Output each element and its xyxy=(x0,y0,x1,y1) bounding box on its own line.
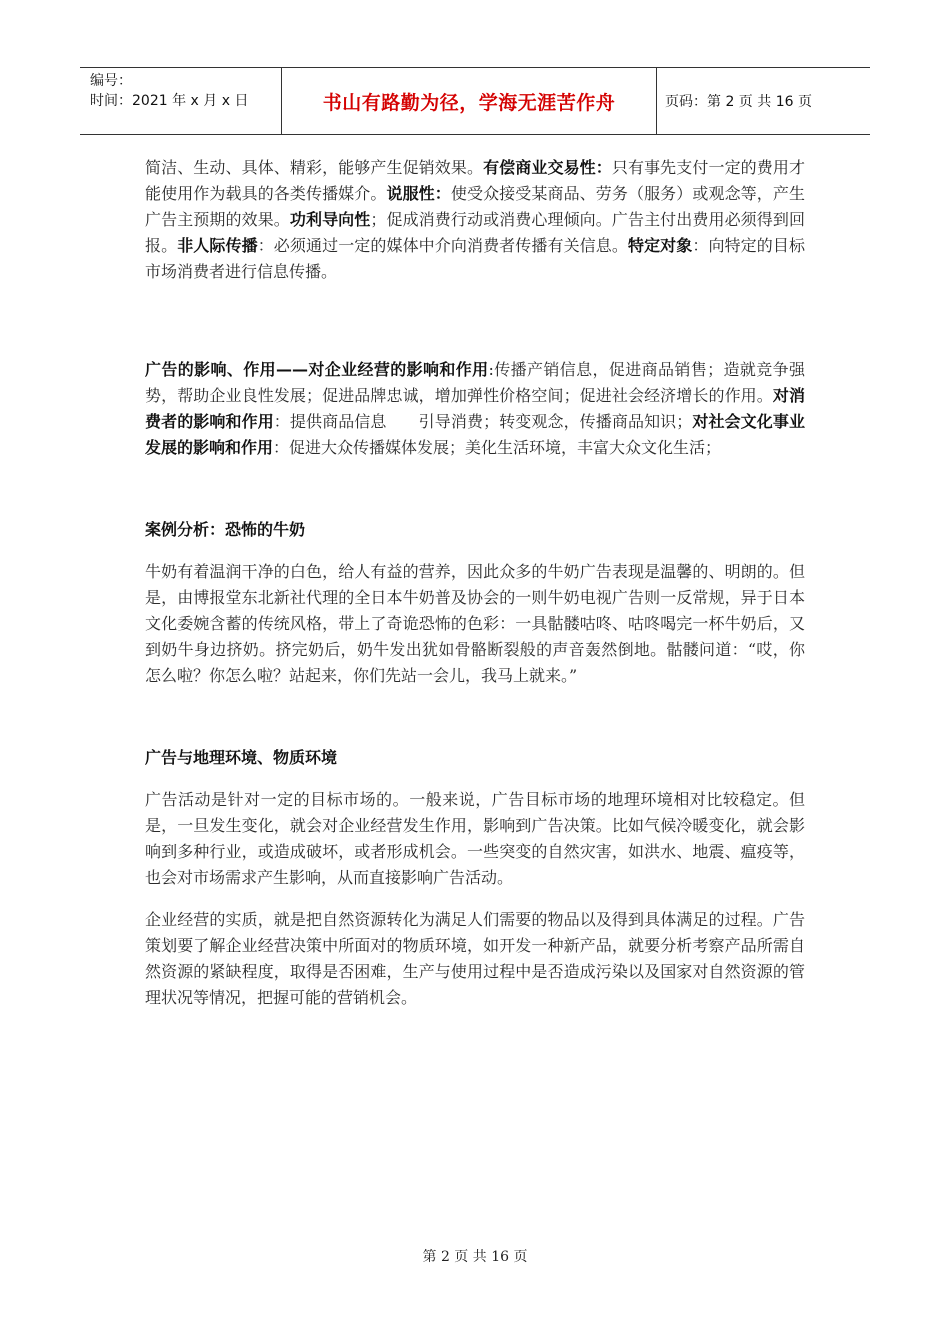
bold-term: 有偿商业交易性： xyxy=(483,158,612,177)
text-run: ：促进大众传播媒体发展；美化生活环境，丰富大众文化生活； xyxy=(273,438,722,457)
spacer xyxy=(145,891,805,907)
document-date: 时间：2021 年 x 月 x 日 xyxy=(90,93,249,109)
bold-term: 非人际传播 xyxy=(177,236,258,255)
page-header xyxy=(80,67,870,135)
section-heading-environment: 广告与地理环境、物质环境 xyxy=(145,748,338,767)
document-body xyxy=(145,155,805,1011)
text-run: ：向特定的目标市场消费者进行信息传播。 xyxy=(145,236,805,281)
spacer xyxy=(145,461,805,517)
paragraph-material-environment: 企业经营的实质，就是把自然资源转化为满足人们需要的物品以及得到具体满足的过程。广告策划要了解企业经营决策中所面对的物质环境，如开发一种新产品，就要分析考察产品所需自然资源的紧缺程度，取得是否困难，生产与使用过程中是否造成污染以及国家对自然资源的管理状况等情况，把握可能的营销机会。 xyxy=(145,910,805,1007)
bold-term: 对社会文化事业发展的影响和作用 xyxy=(145,412,805,457)
spacer xyxy=(145,689,805,745)
spacer xyxy=(145,285,805,357)
bold-term: 特定对象 xyxy=(627,236,693,255)
text-run: 使受众接受某商品、劳务（服务）或观念等，产生广告主预期的效果。 xyxy=(145,184,805,229)
text-run: 简洁、生动、具体、精彩，能够产生促销效果。 xyxy=(145,158,484,177)
page-footer: 第 2 页 共 16 页 xyxy=(422,1249,528,1265)
header-meta xyxy=(80,68,282,134)
header-motto: 书山有路勤为径，学海无涯苦作舟 xyxy=(282,68,657,134)
paragraph-geographic-environment: 广告活动是针对一定的目标市场的。一般来说，广告目标市场的地理环境相对比较稳定。但是，一旦发生变化，就会对企业经营发生作用，影响到广告决策。比如气候冷暖变化，就会影响到多种行业，或造成破坏，或者形成机会。一些突变的自然灾害，如洪水、地震、瘟疫等，也会对市场需求产生影响，从而直接影响广告活动。 xyxy=(145,790,805,887)
text-run: ：提供商品信息 引导消费；转变观念，传播商品知识； xyxy=(273,412,693,431)
bold-term: 功利导向性 xyxy=(289,210,371,229)
text-run: :传播产销信息，促进商品销售；造就竞争强势，帮助企业良性发展；促进品牌忠诚，增加弹性价格空间；促进社会经济增长的作用。 xyxy=(145,360,805,405)
section-heading-case-study: 案例分析：恐怖的牛奶 xyxy=(145,520,306,539)
header-page-info: 页码：第 2 页 共 16 页 xyxy=(665,94,812,110)
text-run: 只有事先支付一定的费用才能使用作为载具的各类传播媒介。 xyxy=(145,158,805,203)
bold-term: 对消费者的影响和作用 xyxy=(145,386,805,431)
bold-term: 说服性： xyxy=(386,184,451,203)
text-run: ：必须通过一定的媒体中介向消费者传播有关信息。 xyxy=(257,236,628,255)
paragraph-ad-influence xyxy=(145,357,805,461)
document-number-label: 编号： xyxy=(90,73,132,89)
paragraph-ad-characteristics xyxy=(145,155,805,285)
bold-term: 广告的影响、作用——对企业经营的影响和作用 xyxy=(145,360,489,379)
spacer xyxy=(145,543,805,559)
spacer xyxy=(145,771,805,787)
text-run: ；促成消费行动或消费心理倾向。广告主付出费用必须得到回报。 xyxy=(145,210,805,255)
paragraph-case-study: 牛奶有着温润干净的白色，给人有益的营养，因此众多的牛奶广告表现是温馨的、明朗的。但是，由博报堂东北新社代理的全日本牛奶普及协会的一则牛奶电视广告则一反常规，异于日本文化委婉含蓄的传统风格，带上了奇诡恐怖的色彩：一具骷髅咕咚、咕咚喝完一杯牛奶后，又到奶牛身边挤奶。挤完奶后，奶牛发出犹如骨骼断裂般的声音轰然倒地。骷髅问道：“哎，你怎么啦？你怎么啦？站起来，你们先站一会儿，我马上就来。” xyxy=(145,562,805,685)
